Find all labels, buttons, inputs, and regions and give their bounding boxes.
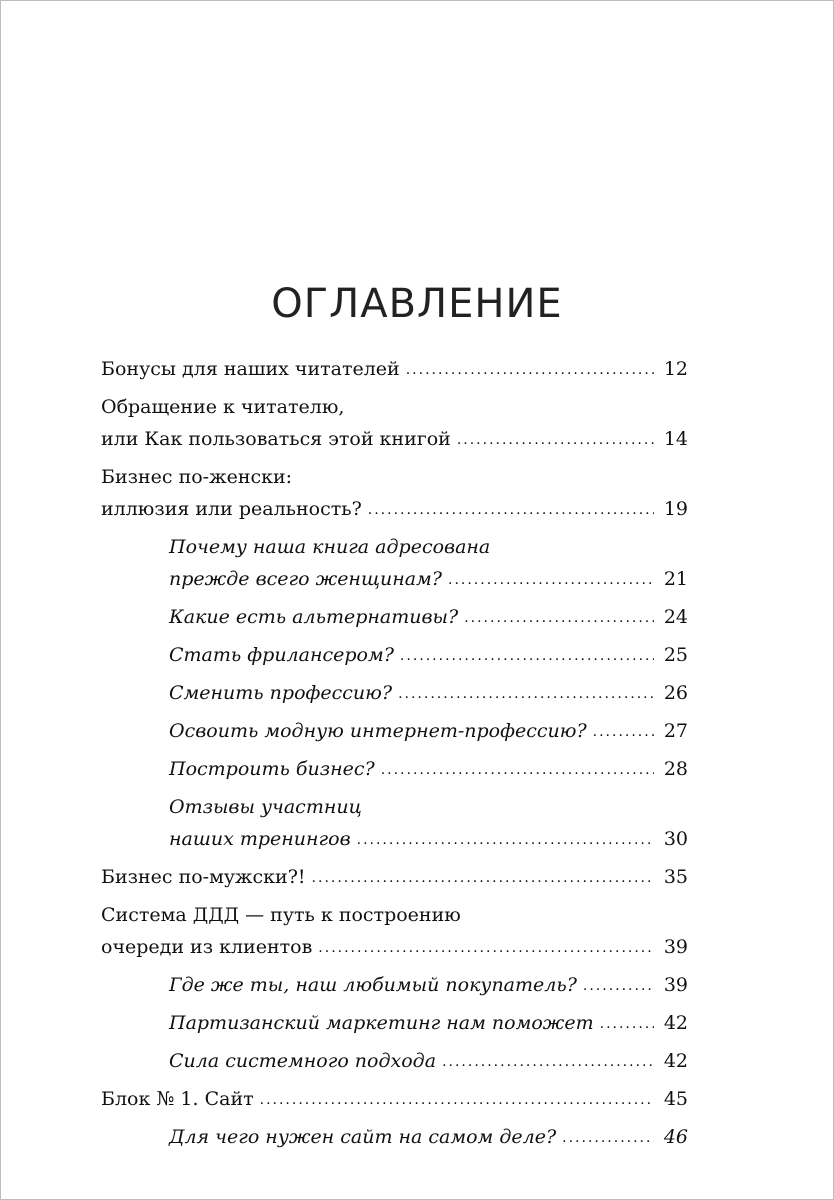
toc-subentry [101, 1007, 688, 1041]
toc-subentry [101, 753, 688, 787]
toc-entry [101, 899, 688, 965]
dot-leader [357, 824, 654, 856]
toc-entry [101, 1083, 688, 1117]
toc-subentry [101, 639, 688, 673]
dot-leader [318, 932, 654, 964]
toc-page-number: 46 [663, 1126, 688, 1148]
dot-leader [381, 754, 654, 786]
toc-page-number: 12 [663, 358, 688, 380]
toc-page-number: 14 [663, 428, 688, 450]
toc-entry-title-line: Бонусы для наших читателей [101, 358, 400, 380]
toc-entry-title-line: Для чего нужен сайт на самом деле? [169, 1126, 557, 1148]
toc-entry-title-line: или Как пользоваться этой книгой [101, 428, 451, 450]
toc-entry-title-line: Бизнес по-женски: [101, 466, 293, 488]
toc-entry-title-line: иллюзия или реальность? [101, 498, 362, 520]
toc-subentry [101, 601, 688, 635]
toc-page-number: 35 [663, 866, 688, 888]
dot-leader [600, 1008, 654, 1040]
toc-subentry [101, 1121, 688, 1155]
toc-entry [101, 353, 688, 387]
toc-page-number: 25 [663, 644, 688, 666]
toc-subentry [101, 791, 688, 857]
toc-page-number: 19 [663, 498, 688, 520]
toc-entry [101, 391, 688, 457]
toc-page-number: 21 [663, 568, 688, 590]
dot-leader [442, 1046, 654, 1078]
dot-leader [593, 716, 654, 748]
toc-entry-title-line: Сменить профессию? [169, 682, 393, 704]
toc-entry-title-line: Освоить модную интернет-профессию? [169, 720, 587, 742]
toc-page-number: 45 [663, 1088, 688, 1110]
toc-entry-title-line: наших тренингов [169, 828, 351, 850]
dot-leader [400, 640, 654, 672]
table-of-contents [101, 353, 688, 1159]
toc-page-number: 28 [663, 758, 688, 780]
toc-page-number: 24 [663, 606, 688, 628]
dot-leader [260, 1084, 654, 1116]
toc-subentry [101, 1045, 688, 1079]
toc-entry [101, 461, 688, 527]
dot-leader [583, 970, 654, 1002]
dot-leader [368, 494, 654, 526]
toc-entry-title-line: Система ДДД — путь к построению [101, 904, 461, 926]
toc-subentry [101, 715, 688, 749]
dot-leader [406, 354, 654, 386]
toc-entry [101, 861, 688, 895]
toc-entry-title-line: Построить бизнес? [169, 758, 375, 780]
toc-entry-title-line: Сила системного подхода [169, 1050, 437, 1072]
toc-page-number: 27 [663, 720, 688, 742]
toc-entry-title-line: Какие есть альтернативы? [169, 606, 459, 628]
dot-leader [562, 1122, 654, 1154]
toc-page-number: 39 [663, 974, 688, 996]
toc-entry-title-line: Бизнес по-мужски?! [101, 866, 306, 888]
toc-page-number: 39 [663, 936, 688, 958]
dot-leader [457, 424, 654, 456]
dot-leader [448, 564, 654, 596]
toc-page-number: 42 [663, 1050, 688, 1072]
toc-entry-title-line: Почему наша книга адресована [169, 536, 491, 558]
dot-leader [464, 602, 654, 634]
toc-entry-title-line: очереди из клиентов [101, 936, 313, 958]
toc-entry-title-line: Где же ты, наш любимый покупатель? [169, 974, 577, 996]
dot-leader [398, 678, 654, 710]
toc-subentry [101, 969, 688, 1003]
dot-leader [312, 862, 654, 894]
toc-entry-title-line: Отзывы участниц [169, 796, 362, 818]
toc-entry-title-line: Партизанский маркетинг нам поможет [169, 1012, 594, 1034]
toc-subentry [101, 531, 688, 597]
toc-entry-title-line: Стать фрилансером? [169, 644, 394, 666]
page-title: ОГЛАВЛЕНИЕ [271, 281, 563, 327]
toc-entry-title-line: Обращение к читателю, [101, 396, 345, 418]
toc-entry-title-line: Блок № 1. Сайт [101, 1088, 254, 1110]
toc-entry-title-line: прежде всего женщинам? [169, 568, 442, 590]
toc-page-number: 42 [663, 1012, 688, 1034]
toc-page-number: 30 [663, 828, 688, 850]
toc-subentry [101, 677, 688, 711]
toc-page-number: 26 [663, 682, 688, 704]
